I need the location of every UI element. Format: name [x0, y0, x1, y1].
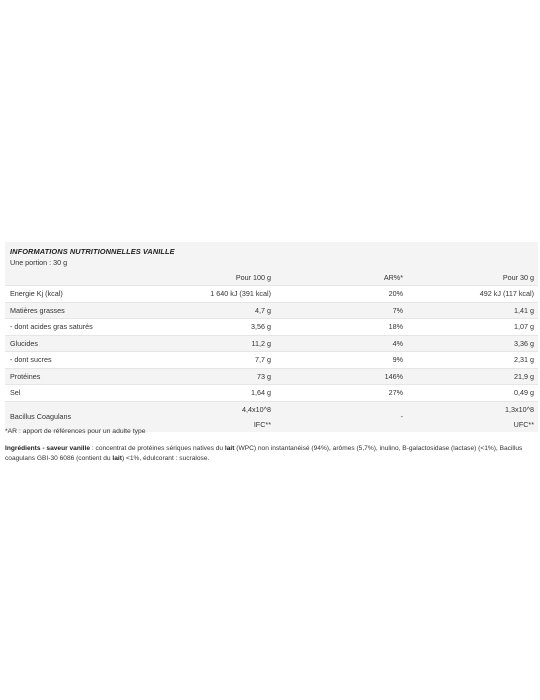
value-per-30g: 3,36 g [407, 335, 538, 352]
value-per-100g: 1,64 g [165, 385, 275, 402]
table-row [5, 352, 538, 369]
nutrition-table [5, 270, 538, 432]
value-per-100g: 1 640 kJ (391 kcal) [165, 286, 275, 303]
ingredients-text [5, 444, 535, 464]
allergen-lait-2: lait [112, 455, 122, 462]
table-row [5, 286, 538, 303]
value-per-100g: 3,56 g [165, 319, 275, 336]
allergen-lait-1: lait [224, 445, 235, 452]
value-ar: 7% [275, 302, 407, 319]
ingredients-label: Ingrédients - saveur vanille [5, 445, 91, 452]
column-header-nutrient [5, 270, 165, 286]
value-per-100g: 11,2 g [165, 335, 275, 352]
value-per-30g: 1,07 g [407, 319, 538, 336]
nutrition-title: INFORMATIONS NUTRITIONNELLES VANILLE [10, 247, 175, 256]
bacillus-per-100g-unit: IFC** [253, 419, 271, 429]
value-ar: 20% [275, 286, 407, 303]
table-row [5, 368, 538, 385]
value-per-30g [407, 401, 538, 432]
row-label: Sel [5, 385, 165, 402]
value-ar: - [275, 401, 407, 432]
nutrition-header [5, 242, 538, 270]
value-per-100g: 4,7 g [165, 302, 275, 319]
value-per-30g: 0,49 g [407, 385, 538, 402]
table-row [5, 302, 538, 319]
table-row [5, 335, 538, 352]
footer-notes [5, 428, 535, 464]
value-ar: 146% [275, 368, 407, 385]
row-label: Energie Kj (kcal) [5, 286, 165, 303]
value-ar: 18% [275, 319, 407, 336]
portion-size: Une portion : 30 g [10, 258, 68, 267]
row-label: Matières grasses [5, 302, 165, 319]
value-ar: 27% [275, 385, 407, 402]
row-label: Glucides [5, 335, 165, 352]
column-header-per-100g: Pour 100 g [165, 270, 275, 286]
value-per-30g: 2,31 g [407, 352, 538, 369]
value-ar: 4% [275, 335, 407, 352]
bacillus-per-30g-unit: UFC** [513, 419, 534, 429]
value-per-30g: 492 kJ (117 kcal) [407, 286, 538, 303]
value-ar: 9% [275, 352, 407, 369]
row-label: Protéines [5, 368, 165, 385]
bacillus-per-100g-value: 4,4x10^8 [242, 404, 271, 414]
column-header-per-30g: Pour 30 g [407, 270, 538, 286]
table-header-row [5, 270, 538, 286]
ingredients-part-3: ) <1%, édulcorant : sucralose. [121, 455, 210, 462]
value-per-30g: 21,9 g [407, 368, 538, 385]
table-row [5, 319, 538, 336]
value-per-100g: 7,7 g [165, 352, 275, 369]
nutrition-panel [5, 242, 538, 432]
row-label: - dont sucres [5, 352, 165, 369]
column-header-ar: AR%* [275, 270, 407, 286]
value-per-30g: 1,41 g [407, 302, 538, 319]
table-row-bacillus [5, 401, 538, 432]
row-label: Bacillus Coagulans [5, 401, 165, 432]
row-label: - dont acides gras saturés [5, 319, 165, 336]
ingredients-part-1: : concentrat de protéines sériques natives du [90, 445, 225, 452]
value-per-100g: 73 g [165, 368, 275, 385]
ar-footnote: *AR : apport de références pour un adulte type [5, 428, 146, 435]
value-per-100g [165, 401, 275, 432]
bacillus-per-30g-value: 1,3x10^8 [505, 404, 534, 414]
ingredients-part-2: (WPC) non instantanéisé (94%), arômes (5,7%), inulino, B-galactosidase (lactase) (<1%), Bacillus coagulans GBI-30 6086 (contient du [5, 445, 523, 462]
table-row [5, 385, 538, 402]
